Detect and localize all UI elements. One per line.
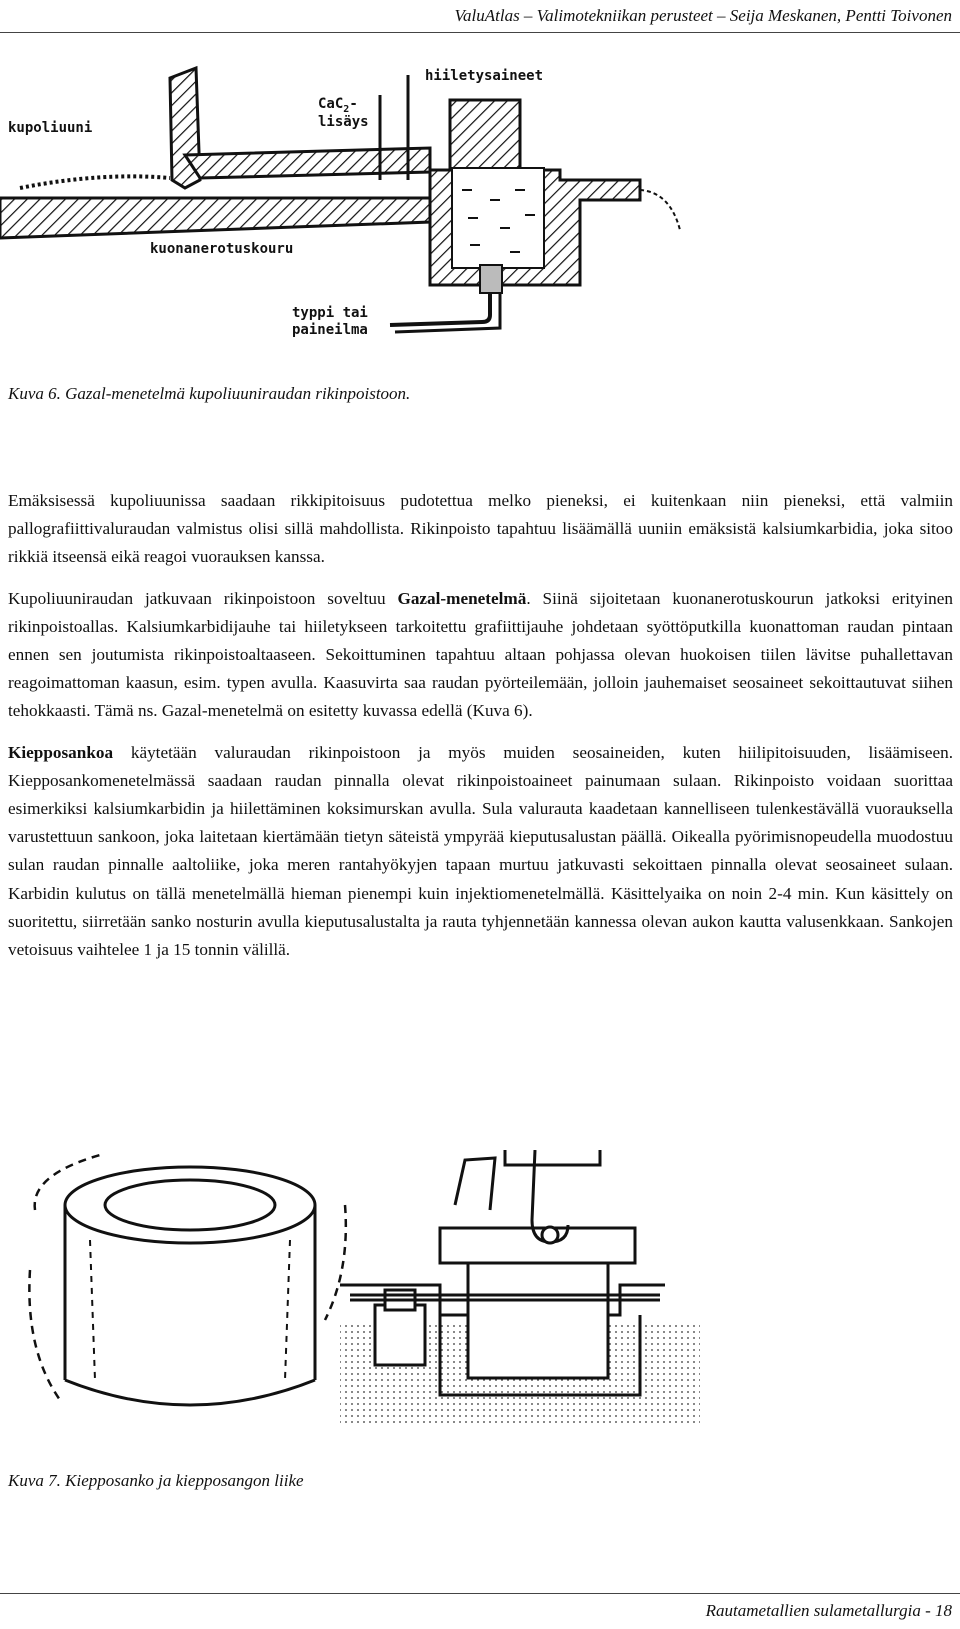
header-title: ValuAtlas – Valimotekniikan perusteet – Seija Meskanen, Pentti Toivonen [454,6,952,25]
page-header [0,0,960,34]
figure-7-caption: Kuva 7. Kiepposanko ja kiepposangon liike [8,1471,304,1490]
label-lisays: lisäys [318,114,369,130]
footer-page: Rautametallien sulametallurgia - 18 [705,1601,952,1620]
ladle-motion-sketch [29,1155,345,1405]
launder-upper-wall [185,148,430,178]
porous-brick [480,265,502,293]
footer-rule [0,1593,960,1594]
paragraph-2: Kupoliuuniraudan jatkuvaan rikinpoistoon soveltuu Gazal-menetelmä. Siinä sijoitetaan kuonanerotuskourun jatkoksi erityinen rikinpoistoallas. Kalsiumkarbidijauhe tai hiiletykseen tarkoitettu grafiittijauhe johdetaan syöttöputkilla kuonattoman raudan pintaan ennen sen joutumista rikinpoistoaltaaseen. Sekoittuminen tapahtuu altaan pohjassa olevan huokoisen tiilen lävitse puhallettavan reagoimattoman kaasun, esim. typen avulla. Kaasuvirta saa raudan pyörteilemään, jolloin jauhemaiset seosaineet sekoittautuvat siihen tehokkaasti. Tämä ns. Gazal-menetelmä on esitetty kuvassa edellä (Kuva 6). [8,588,953,721]
label-typpi: typpi tai [292,305,368,321]
label-kuonanerotuskouru: kuonanerotuskouru [150,241,294,257]
label-cac2: CaC$_2$- [318,96,358,115]
paragraph-1: Emäksisessä kupoliuunissa saadaan rikkipitoisuus pudotettua melko pieneksi, ei kuitenkaan niin pieneksi, että valmiin pallografiittivaluraudan valmistus olisi sillä mahdollista. Rikinpoisto tapahtuu lisäämällä uuniin emäksistä kalsiumkarbidia, joka sitoo rikkiä itseensä eikä reagoi vuorauksen kanssa. [8,491,953,567]
figure-7-shaking-ladle [20,1150,920,1440]
label-kupoliuuni: kupoliuuni [8,120,93,136]
body-text [8,487,953,977]
figure-6-gazal-diagram [0,60,720,360]
page-footer [0,1593,960,1629]
shaking-ladle-machine [340,1150,700,1425]
label-hiiletysaineet: hiiletysaineet [425,68,544,84]
header-rule [0,32,960,33]
term-gazal: Gazal-menetelmä [397,588,527,608]
label-paineilma: paineilma [292,322,368,338]
term-kiepposanko: Kiepposankoa [8,742,114,762]
launder-floor [0,198,430,238]
paragraph-3: Kiepposankoa käytetään valuraudan rikinpoistoon ja myös muiden seosaineiden, kuten hiilipitoisuuden, lisäämiseen. Kiepposankomenetelmässä saadaan raudan pinnalla olevat rikinpoistoaineet painumaan sulaan. Rikinpoisto voidaan suorittaa esimerkiksi kalsiumkarbidin ja hiilettäminen koksimurskan avulla. Sula valurauta kaadetaan kannelliseen tulenkestävällä vuorauksella varustettuun sankoon, joka laitetaan kiertämään tietyn säteistä ympyrää kieputusalustan päällä. Oikealla pyörimisnopeudella muodostuu sulan raudan pinnalle aaltoliike, joka meren rantahyökyjen tapaan murtuu jatkuvasti sekoittaen pinnalla olevat seosaineet sulaan. Karbidin kulutus on tällä menetelmällä hieman pienempi kuin injektiomenetelmällä. Käsittelyaika on noin 2-4 min. Kun käsittely on suoritettu, siirretään sanko nosturin avulla kieputusalustalta ja rauta tyhjennetään kannessa olevan aukon kautta valusenkkaan. Sankojen vetoisuus vaihtelee 1 ja 15 tonnin välillä. [8,742,953,960]
figure-6-caption: Kuva 6. Gazal-menetelmä kupoliuuniraudan rikinpoistoon. [8,384,411,403]
